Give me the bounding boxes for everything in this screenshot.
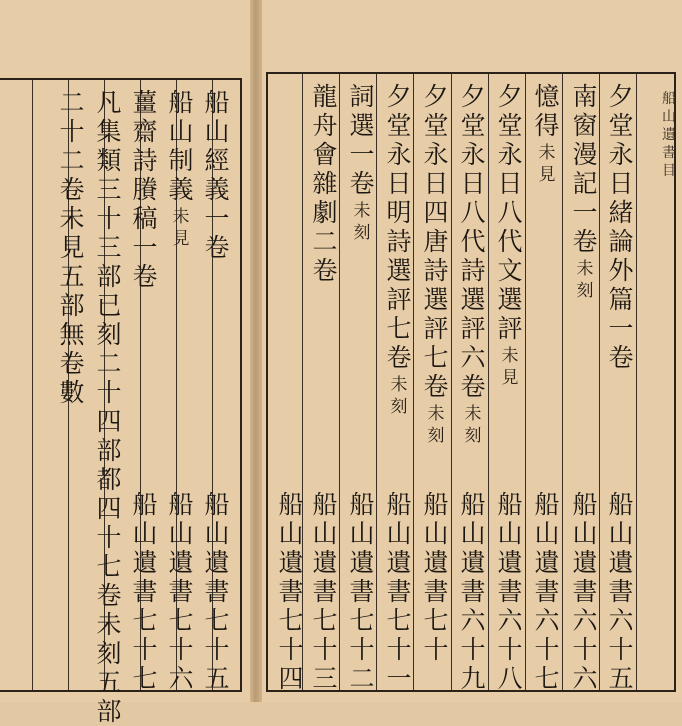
glyph: 卷 bbox=[349, 169, 375, 198]
glyph: 未 bbox=[501, 346, 519, 366]
glyph: 七 bbox=[132, 606, 158, 635]
volume-mark bbox=[128, 490, 162, 693]
glyph: 選 bbox=[349, 111, 375, 140]
glyph: 六 bbox=[168, 664, 194, 693]
glyph: 七 bbox=[278, 606, 304, 635]
glyph: 六 bbox=[572, 664, 598, 693]
glyph: 遺 bbox=[497, 548, 523, 577]
glyph: 二 bbox=[312, 227, 338, 256]
glyph: 選 bbox=[497, 285, 523, 314]
glyph: 遺 bbox=[460, 548, 486, 577]
glyph: 山 bbox=[497, 519, 523, 548]
glyph: 見 bbox=[538, 165, 556, 185]
entry-column bbox=[456, 82, 490, 447]
glyph: 刻 bbox=[353, 223, 371, 243]
glyph: 數 bbox=[59, 378, 85, 407]
glyph: 十 bbox=[349, 635, 375, 664]
annotation-note bbox=[388, 374, 410, 418]
glyph: 書 bbox=[460, 577, 486, 606]
glyph: 日 bbox=[386, 169, 412, 198]
glyph: 十 bbox=[96, 523, 122, 552]
glyph: 八 bbox=[497, 664, 523, 693]
glyph: 卷 bbox=[572, 227, 598, 256]
left-page bbox=[0, 0, 250, 726]
glyph: 詩 bbox=[132, 146, 158, 175]
glyph: 刻 bbox=[96, 320, 122, 349]
entry-column bbox=[419, 82, 453, 447]
glyph: 船 bbox=[497, 490, 523, 519]
glyph: 集 bbox=[96, 117, 122, 146]
glyph: 義 bbox=[168, 175, 194, 204]
glyph: 船 bbox=[204, 490, 230, 519]
glyph: 緒 bbox=[608, 198, 634, 227]
glyph: 六 bbox=[497, 606, 523, 635]
glyph: 選 bbox=[386, 256, 412, 285]
glyph: 遺 bbox=[278, 548, 304, 577]
glyph: 書 bbox=[278, 577, 304, 606]
entry-column bbox=[128, 88, 162, 291]
glyph: 夕 bbox=[460, 82, 486, 111]
volume-mark bbox=[604, 490, 638, 693]
volume-mark bbox=[419, 490, 453, 664]
glyph: 日 bbox=[460, 169, 486, 198]
right-page bbox=[262, 0, 682, 702]
glyph: 四 bbox=[278, 664, 304, 693]
glyph: 評 bbox=[497, 314, 523, 343]
glyph: 詩 bbox=[460, 256, 486, 285]
annotation-note bbox=[574, 258, 596, 302]
glyph: 十 bbox=[96, 378, 122, 407]
glyph: 遺 bbox=[534, 548, 560, 577]
glyph: 七 bbox=[534, 664, 560, 693]
glyph: 夕 bbox=[423, 82, 449, 111]
volume-mark bbox=[456, 490, 490, 693]
glyph: 卷 bbox=[132, 262, 158, 291]
glyph: 遺 bbox=[168, 548, 194, 577]
edge-title bbox=[660, 90, 678, 340]
glyph: 未 bbox=[172, 207, 190, 227]
glyph: 刻 bbox=[96, 639, 122, 668]
glyph: 十 bbox=[168, 635, 194, 664]
glyph: 卷 bbox=[96, 581, 122, 610]
glyph: 四 bbox=[423, 198, 449, 227]
glyph: 文 bbox=[497, 256, 523, 285]
glyph: 山 bbox=[534, 519, 560, 548]
glyph: 船 bbox=[349, 490, 375, 519]
glyph: 雜 bbox=[312, 169, 338, 198]
glyph: 二 bbox=[96, 349, 122, 378]
glyph: 船 bbox=[572, 490, 598, 519]
entry-column bbox=[308, 82, 342, 285]
glyph: 夕 bbox=[386, 82, 412, 111]
glyph: 書 bbox=[386, 577, 412, 606]
glyph: 制 bbox=[168, 146, 194, 175]
glyph: 詞 bbox=[349, 82, 375, 111]
glyph: 卷 bbox=[59, 175, 85, 204]
glyph: 山 bbox=[168, 117, 194, 146]
glyph: 船 bbox=[132, 490, 158, 519]
glyph: 遺 bbox=[423, 548, 449, 577]
glyph: 一 bbox=[204, 204, 230, 233]
glyph: 卷 bbox=[386, 343, 412, 372]
glyph: 窗 bbox=[572, 111, 598, 140]
glyph: 十 bbox=[386, 635, 412, 664]
volume-mark bbox=[493, 490, 527, 693]
glyph: 遺 bbox=[204, 548, 230, 577]
entry-column bbox=[55, 88, 89, 407]
glyph: 船 bbox=[386, 490, 412, 519]
glyph: 永 bbox=[608, 140, 634, 169]
glyph: 記 bbox=[572, 169, 598, 198]
entry-column bbox=[530, 82, 564, 186]
glyph: 書 bbox=[168, 577, 194, 606]
glyph: 目 bbox=[662, 163, 676, 179]
glyph: 七 bbox=[96, 552, 122, 581]
glyph: 永 bbox=[386, 140, 412, 169]
glyph: 未 bbox=[353, 201, 371, 221]
glyph: 書 bbox=[662, 145, 676, 161]
glyph: 十 bbox=[278, 635, 304, 664]
volume-mark bbox=[530, 490, 564, 693]
glyph: 漫 bbox=[572, 140, 598, 169]
glyph: 山 bbox=[349, 519, 375, 548]
glyph: 龍 bbox=[312, 82, 338, 111]
glyph: 義 bbox=[204, 175, 230, 204]
glyph: 船 bbox=[534, 490, 560, 519]
glyph: 十 bbox=[608, 635, 634, 664]
glyph: 山 bbox=[168, 519, 194, 548]
glyph: 山 bbox=[278, 519, 304, 548]
entry-column bbox=[200, 88, 234, 262]
entry-column bbox=[382, 82, 416, 418]
glyph: 十 bbox=[312, 635, 338, 664]
glyph: 詩 bbox=[386, 227, 412, 256]
glyph: 船 bbox=[460, 490, 486, 519]
glyph: 書 bbox=[132, 577, 158, 606]
glyph: 船 bbox=[278, 490, 304, 519]
glyph: 遺 bbox=[312, 548, 338, 577]
glyph: 明 bbox=[386, 198, 412, 227]
glyph: 書 bbox=[534, 577, 560, 606]
glyph: 七 bbox=[386, 606, 412, 635]
volume-mark bbox=[345, 490, 379, 693]
glyph: 堂 bbox=[423, 111, 449, 140]
glyph: 遺 bbox=[572, 548, 598, 577]
glyph: 十 bbox=[132, 635, 158, 664]
glyph: 四 bbox=[96, 407, 122, 436]
glyph: 書 bbox=[312, 577, 338, 606]
glyph: 都 bbox=[96, 465, 122, 494]
glyph: 未 bbox=[96, 610, 122, 639]
glyph: 十 bbox=[497, 635, 523, 664]
glyph: 三 bbox=[312, 664, 338, 693]
glyph: 無 bbox=[59, 320, 85, 349]
glyph: 遺 bbox=[349, 548, 375, 577]
glyph: 山 bbox=[204, 519, 230, 548]
volume-mark bbox=[382, 490, 416, 693]
glyph: 十 bbox=[204, 635, 230, 664]
glyph: 評 bbox=[386, 285, 412, 314]
glyph: 見 bbox=[501, 368, 519, 388]
glyph: 堂 bbox=[608, 111, 634, 140]
glyph: 卷 bbox=[204, 233, 230, 262]
glyph: 選 bbox=[423, 285, 449, 314]
glyph: 船 bbox=[608, 490, 634, 519]
column-rule bbox=[32, 80, 33, 690]
glyph: 船 bbox=[423, 490, 449, 519]
glyph: 未 bbox=[464, 404, 482, 424]
glyph: 五 bbox=[608, 664, 634, 693]
glyph: 代 bbox=[497, 227, 523, 256]
glyph: 五 bbox=[59, 262, 85, 291]
glyph: 書 bbox=[423, 577, 449, 606]
glyph: 日 bbox=[497, 169, 523, 198]
annotation-note bbox=[499, 345, 521, 389]
glyph: 山 bbox=[386, 519, 412, 548]
glyph: 齋 bbox=[132, 117, 158, 146]
glyph: 八 bbox=[460, 198, 486, 227]
glyph: 卷 bbox=[312, 256, 338, 285]
glyph: 會 bbox=[312, 140, 338, 169]
glyph: 刻 bbox=[427, 426, 445, 446]
glyph: 船 bbox=[168, 490, 194, 519]
glyph: 永 bbox=[460, 140, 486, 169]
glyph: 二 bbox=[349, 664, 375, 693]
volume-mark bbox=[200, 490, 234, 693]
annotation-note bbox=[170, 206, 192, 250]
glyph: 書 bbox=[204, 577, 230, 606]
volume-mark bbox=[568, 490, 602, 693]
glyph: 七 bbox=[423, 606, 449, 635]
glyph: 十 bbox=[96, 204, 122, 233]
glyph: 七 bbox=[423, 343, 449, 372]
glyph: 十 bbox=[534, 635, 560, 664]
glyph: 未 bbox=[59, 204, 85, 233]
glyph: 遺 bbox=[386, 548, 412, 577]
annotation-note bbox=[536, 142, 558, 186]
glyph: 舟 bbox=[312, 111, 338, 140]
glyph: 七 bbox=[349, 606, 375, 635]
entry-column bbox=[92, 88, 126, 726]
glyph: 刻 bbox=[576, 281, 594, 301]
annotation-note bbox=[462, 403, 484, 447]
glyph: 詩 bbox=[423, 256, 449, 285]
glyph: 二 bbox=[59, 146, 85, 175]
entry-column bbox=[568, 82, 602, 302]
glyph: 見 bbox=[172, 229, 190, 249]
glyph: 日 bbox=[423, 169, 449, 198]
glyph: 堂 bbox=[460, 111, 486, 140]
glyph: 唐 bbox=[423, 227, 449, 256]
glyph: 一 bbox=[572, 198, 598, 227]
glyph: 評 bbox=[423, 314, 449, 343]
glyph: 堂 bbox=[497, 111, 523, 140]
glyph: 遺 bbox=[132, 548, 158, 577]
glyph: 山 bbox=[312, 519, 338, 548]
glyph: 稿 bbox=[132, 204, 158, 233]
glyph: 選 bbox=[460, 285, 486, 314]
glyph: 刻 bbox=[390, 397, 408, 417]
entry-column bbox=[604, 82, 638, 372]
glyph: 七 bbox=[132, 664, 158, 693]
glyph: 未 bbox=[427, 404, 445, 424]
glyph: 凡 bbox=[96, 88, 122, 117]
glyph: 部 bbox=[96, 436, 122, 465]
glyph: 見 bbox=[59, 233, 85, 262]
glyph: 部 bbox=[96, 697, 122, 726]
glyph: 書 bbox=[497, 577, 523, 606]
glyph: 一 bbox=[608, 314, 634, 343]
glyph: 篇 bbox=[608, 285, 634, 314]
glyph: 未 bbox=[390, 375, 408, 395]
glyph: 書 bbox=[349, 577, 375, 606]
glyph: 夕 bbox=[497, 82, 523, 111]
glyph: 十 bbox=[59, 117, 85, 146]
glyph: 評 bbox=[460, 314, 486, 343]
entry-column bbox=[164, 88, 198, 250]
glyph: 四 bbox=[96, 494, 122, 523]
glyph: 卷 bbox=[608, 343, 634, 372]
glyph: 二 bbox=[59, 88, 85, 117]
glyph: 七 bbox=[168, 606, 194, 635]
glyph: 一 bbox=[386, 664, 412, 693]
glyph: 卷 bbox=[460, 372, 486, 401]
glyph: 永 bbox=[497, 140, 523, 169]
glyph: 五 bbox=[96, 668, 122, 697]
glyph: 一 bbox=[132, 233, 158, 262]
glyph: 七 bbox=[386, 314, 412, 343]
glyph: 堂 bbox=[386, 111, 412, 140]
glyph: 日 bbox=[608, 169, 634, 198]
glyph: 外 bbox=[608, 256, 634, 285]
glyph: 部 bbox=[59, 291, 85, 320]
book-gutter bbox=[250, 0, 262, 702]
entry-column bbox=[345, 82, 379, 244]
glyph: 遺 bbox=[662, 127, 676, 143]
volume-mark bbox=[274, 490, 308, 693]
glyph: 山 bbox=[460, 519, 486, 548]
glyph: 六 bbox=[460, 343, 486, 372]
glyph: 山 bbox=[423, 519, 449, 548]
glyph: 八 bbox=[497, 198, 523, 227]
glyph: 劇 bbox=[312, 198, 338, 227]
glyph: 六 bbox=[460, 606, 486, 635]
glyph: 夕 bbox=[608, 82, 634, 111]
glyph: 六 bbox=[608, 606, 634, 635]
glyph: 船 bbox=[662, 91, 676, 107]
glyph: 遺 bbox=[608, 548, 634, 577]
entry-column bbox=[493, 82, 527, 389]
glyph: 山 bbox=[662, 109, 676, 125]
glyph: 永 bbox=[423, 140, 449, 169]
glyph: 未 bbox=[576, 259, 594, 279]
volume-mark bbox=[164, 490, 198, 693]
glyph: 代 bbox=[460, 227, 486, 256]
glyph: 書 bbox=[572, 577, 598, 606]
annotation-note bbox=[425, 403, 447, 447]
glyph: 十 bbox=[460, 635, 486, 664]
glyph: 卷 bbox=[59, 349, 85, 378]
glyph: 三 bbox=[96, 233, 122, 262]
glyph: 論 bbox=[608, 227, 634, 256]
glyph: 得 bbox=[534, 111, 560, 140]
glyph: 船 bbox=[204, 88, 230, 117]
glyph: 船 bbox=[312, 490, 338, 519]
glyph: 薑 bbox=[132, 88, 158, 117]
glyph: 九 bbox=[460, 664, 486, 693]
glyph: 十 bbox=[572, 635, 598, 664]
glyph: 三 bbox=[96, 175, 122, 204]
glyph: 五 bbox=[204, 664, 230, 693]
glyph: 船 bbox=[168, 88, 194, 117]
glyph: 十 bbox=[423, 635, 449, 664]
glyph: 六 bbox=[534, 606, 560, 635]
glyph: 六 bbox=[572, 606, 598, 635]
glyph: 經 bbox=[204, 146, 230, 175]
glyph: 山 bbox=[204, 117, 230, 146]
glyph: 山 bbox=[132, 519, 158, 548]
glyph: 山 bbox=[572, 519, 598, 548]
glyph: 部 bbox=[96, 262, 122, 291]
glyph: 南 bbox=[572, 82, 598, 111]
glyph: 書 bbox=[608, 577, 634, 606]
glyph: 刻 bbox=[464, 426, 482, 446]
annotation-note bbox=[351, 200, 373, 244]
glyph: 已 bbox=[96, 291, 122, 320]
glyph: 卷 bbox=[423, 372, 449, 401]
glyph: 憶 bbox=[534, 82, 560, 111]
glyph: 一 bbox=[349, 140, 375, 169]
glyph: 七 bbox=[312, 606, 338, 635]
glyph: 賸 bbox=[132, 175, 158, 204]
volume-mark bbox=[308, 490, 342, 693]
glyph: 類 bbox=[96, 146, 122, 175]
glyph: 七 bbox=[204, 606, 230, 635]
glyph: 山 bbox=[608, 519, 634, 548]
glyph: 未 bbox=[538, 143, 556, 163]
